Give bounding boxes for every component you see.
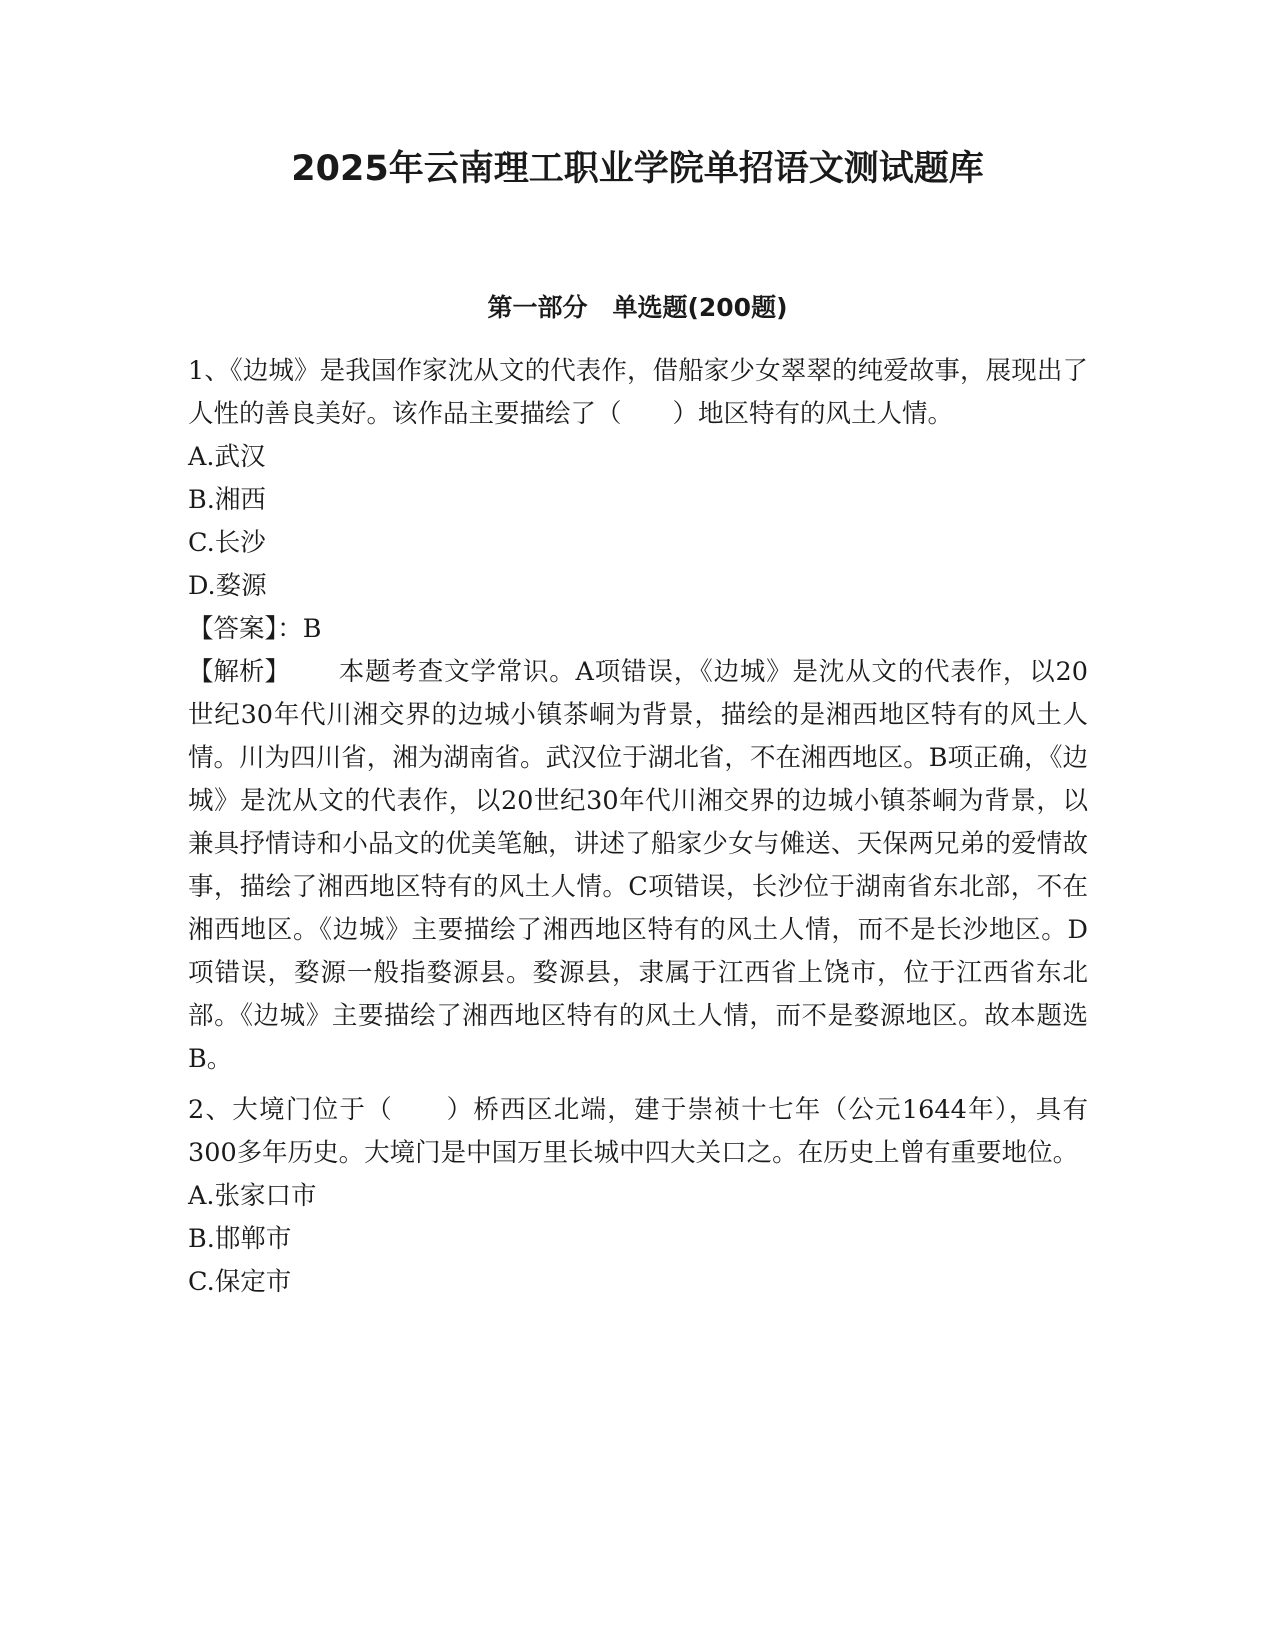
question-block <box>188 350 1088 1081</box>
section-title: 第一部分 单选题(200题) <box>487 293 788 322</box>
option-b: B.邯郸市 <box>188 1224 292 1254</box>
option-b: B.湘西 <box>188 485 266 515</box>
explanation-label: 【解析】 <box>188 657 291 687</box>
explanation-text: 本题考查文学常识。A项错误，《边城》是沈从文的代表作，以20世纪30年代川湘交界的边城小镇茶峒为背景，描绘的是湘西地区特有的风土人情。川为四川省，湘为湖南省。武汉位于湖北省，不在湘西地区。B项正确，《边城》是沈从文的代表作，以20世纪30年代川湘交界的边城小镇茶峒为背景，以兼具抒情诗和小品文的优美笔触，讲述了船家少女与傩送、天保两兄弟的爱情故事，描绘了湘西地区特有的风土人情。C项错误，长沙位于湖南省东北部，不在湘西地区。《边城》主要描绘了湘西地区特有的风土人情，而不是长沙地区。D项错误，婺源一般指婺源县。婺源县，隶属于江西省上饶市，位于江西省东北部。《边城》主要描绘了湘西地区特有的风土人情，而不是婺源地区。故本题选B。 <box>188 657 1088 1074</box>
question-spacer <box>188 1081 1088 1089</box>
option-a: A.张家口市 <box>188 1181 317 1211</box>
question-stem: 2、大境门位于（ ）桥西区北端，建于崇祯十七年（公元1644年），具有300多年历史。大境门是中国万里长城中四大关口之。在历史上曾有重要地位。 <box>188 1095 1088 1168</box>
option-d: D.婺源 <box>188 571 267 601</box>
document-title: 2025年云南理工职业学院单招语文测试题库 <box>291 149 984 189</box>
question-stem: 1、《边城》是我国作家沈从文的代表作，借船家少女翠翠的纯爱故事，展现出了人性的善良美好。该作品主要描绘了（ ）地区特有的风土人情。 <box>188 356 1088 429</box>
option-a: A.武汉 <box>188 442 266 472</box>
option-c: C.保定市 <box>188 1267 292 1297</box>
explanation <box>188 651 1088 1081</box>
question-block <box>188 1089 1088 1304</box>
answer-line <box>188 608 1088 651</box>
option-c: C.长沙 <box>188 528 266 558</box>
answer-value: B <box>302 614 322 644</box>
answer-label: 【答案】： <box>188 614 303 644</box>
document-body <box>188 350 1088 1304</box>
